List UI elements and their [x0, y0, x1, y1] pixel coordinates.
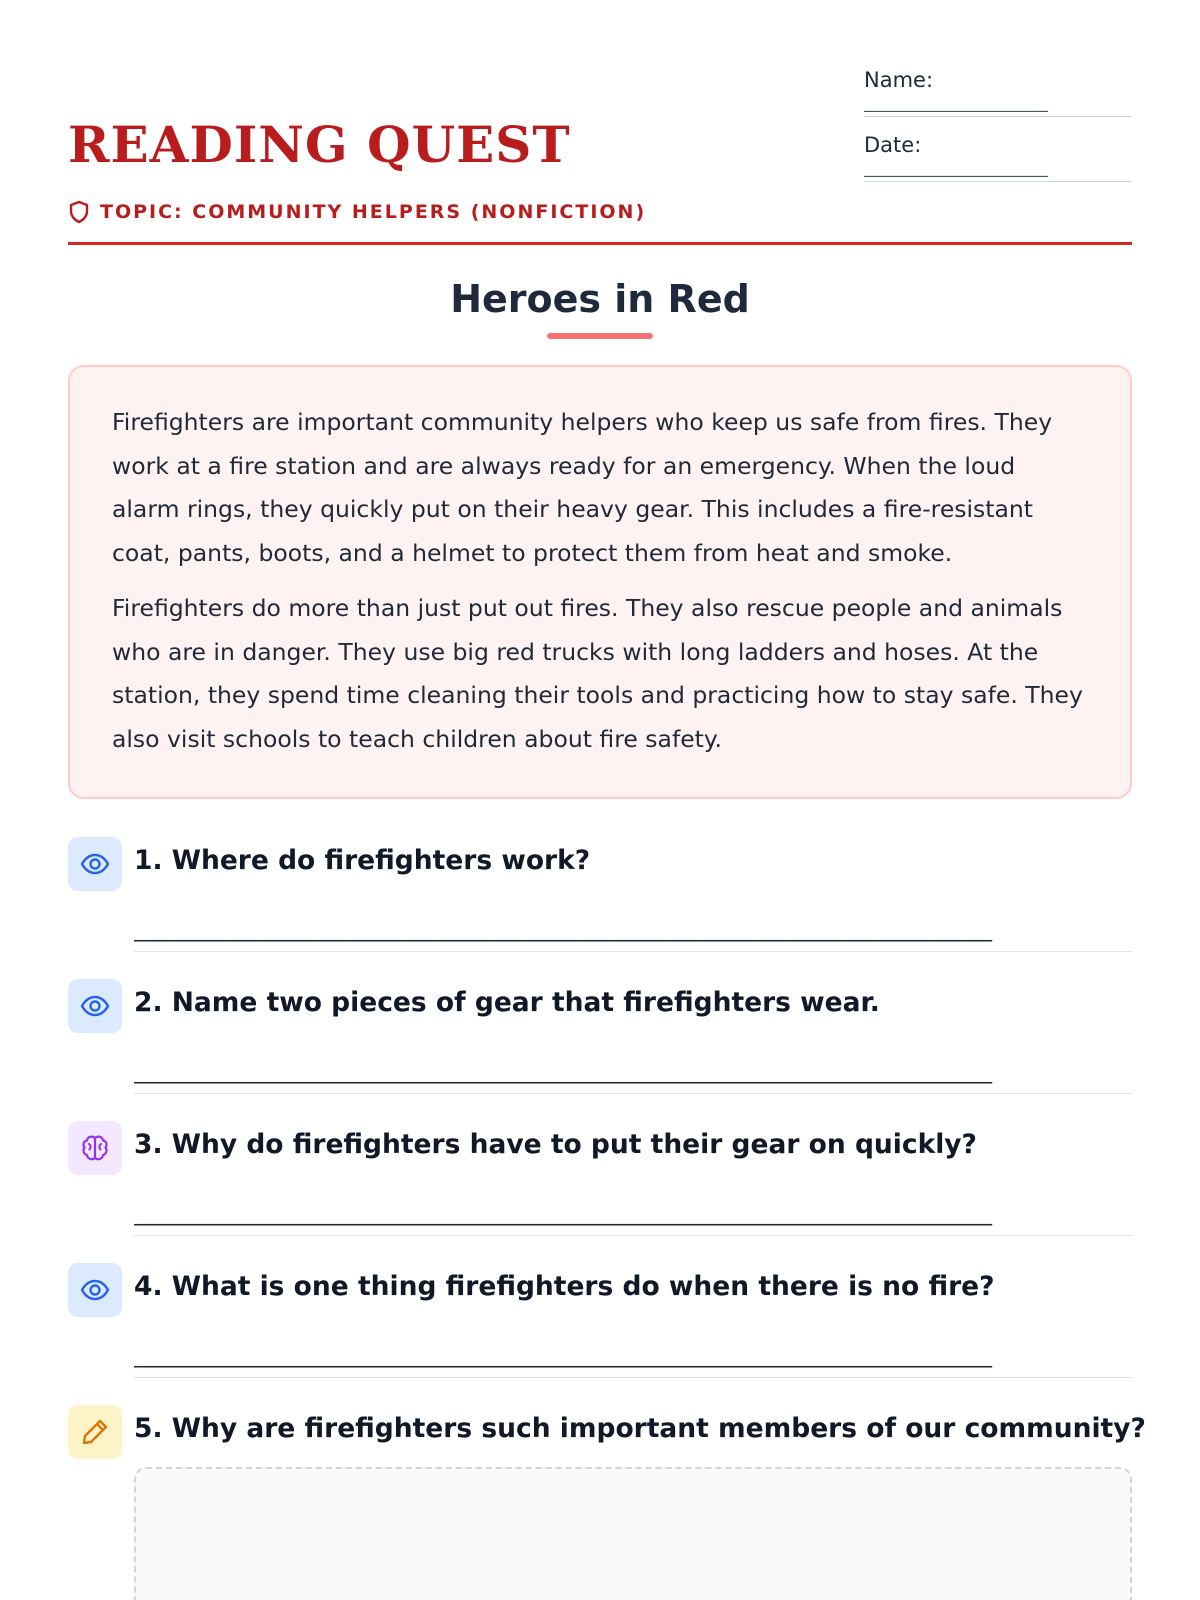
question-item — [68, 1263, 1132, 1405]
date-field[interactable]: _______________________ — [864, 159, 1048, 177]
topic-line — [68, 200, 646, 224]
question-item — [68, 979, 1132, 1121]
story-title: Heroes in Red — [450, 277, 750, 321]
answer-field[interactable] — [134, 1197, 1132, 1236]
answer-blank: ______________________________________________________________________________ — [134, 917, 992, 942]
question-list — [68, 837, 1146, 1547]
shield-icon — [68, 200, 90, 224]
topic-label: TOPIC: COMMUNITY HELPERS (NONFICTION) — [100, 201, 647, 223]
question-item — [68, 1405, 1146, 1547]
eye-icon — [68, 837, 122, 891]
question-text: 3. Why do firefighters have to put their gear on quickly? — [134, 1129, 977, 1160]
name-label: Name: — [864, 68, 934, 92]
passage-paragraph: Firefighters are important community helpers who keep us safe from fires. They work at a fire station and are always ready for an emergency. When the loud alarm rings, they quickly put on their heavy gear. This includes a fire-resistant coat, pants, boots, and a helmet to protect them from heat and smoke. — [112, 408, 1053, 567]
answer-box[interactable] — [134, 1467, 1132, 1600]
question-text: 5. Why are firefighters such important members of our community? — [134, 1413, 1146, 1444]
question-text: 4. What is one thing firefighters do when there is no fire? — [134, 1271, 995, 1302]
eye-icon — [68, 1263, 122, 1317]
question-text: 1. Where do firefighters work? — [134, 845, 591, 876]
answer-field[interactable] — [134, 913, 1132, 952]
pencil-icon — [68, 1405, 122, 1459]
answer-field[interactable] — [134, 1055, 1132, 1094]
story-heading — [68, 275, 1132, 339]
date-row — [864, 131, 1132, 182]
answer-blank: ______________________________________________________________________________ — [134, 1201, 992, 1226]
worksheet-title: READING QUEST — [68, 115, 571, 174]
name-row — [864, 66, 1132, 117]
title-underline — [547, 333, 653, 339]
brain-icon — [68, 1121, 122, 1175]
question-item — [68, 1121, 1132, 1263]
reading-passage — [68, 365, 1132, 799]
question-item — [68, 837, 1132, 979]
student-info — [864, 66, 1132, 196]
question-text: 2. Name two pieces of gear that firefighters wear. — [134, 987, 880, 1018]
name-field[interactable]: _______________________ — [864, 94, 1048, 112]
eye-icon — [68, 979, 122, 1033]
worksheet-header — [68, 0, 1132, 245]
answer-blank: ______________________________________________________________________________ — [134, 1343, 992, 1368]
date-label: Date: — [864, 133, 922, 157]
answer-blank: ______________________________________________________________________________ — [134, 1059, 992, 1084]
passage-paragraph: Firefighters do more than just put out fires. They also rescue people and animals who are in danger. They use big red trucks with long ladders and hoses. At the station, they spend time cleaning their tools and practicing how to stay safe. They also visit schools to teach children about fire safety. — [112, 594, 1083, 753]
answer-field[interactable] — [134, 1339, 1132, 1378]
